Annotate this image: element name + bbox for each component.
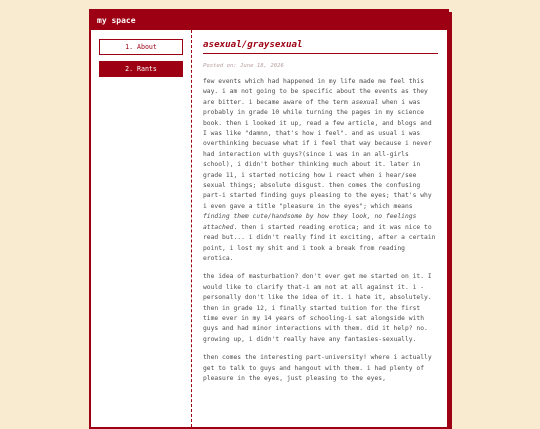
sidebar	[91, 30, 192, 427]
post-title: asexual/graysexual	[203, 39, 438, 54]
nav-rants-button[interactable]: 2. Rants	[99, 61, 183, 77]
post-paragraph-1	[203, 77, 438, 264]
p1-text-2: when i was probably in grade 10 while turning the pages in my science book. then i looked it up, read a few article, and blogs and I was like "damnn, that's how i feel". and as usual i was overthinking becuase what if i feel that way because i never had interaction with guys?(since i was in an all-girls school), i didn't bother thinking much about it. later in grade 11, i started noticing how i react when i hear/see sexual things; absolute disgust. then comes the confusing part-i started finding guys pleasing to the eyes; that's why i even gave a title "pleasure in the eyes"; which means	[203, 98, 432, 210]
window-title-bar	[91, 11, 447, 30]
post-date: Posted on: June 18, 2026	[203, 63, 284, 69]
app-window	[89, 9, 449, 429]
p1-emphasis-2: finding them cute/handsome by how they look, no feelings attached	[203, 213, 417, 231]
post-content	[192, 30, 447, 427]
p1-text-1: few events which had happened in my life made me feel this way. i am not going to be specific about the events as they are bitter. i became aware of the term	[203, 78, 428, 106]
window-content	[91, 30, 447, 427]
window-title: my space	[97, 16, 136, 25]
nav-about-button[interactable]: 1. About	[99, 39, 183, 55]
post-paragraph-2: the idea of masturbation? don't ever get me started on it. I would like to clarify that-i am not at all against it. i -personally don't like the idea of it. i hate it, absolutely. then in grade 12, i finally started tuition for the first time ever in my 14 years of schooling-i sat alongside with guys and had minor interactions with them. did it help? no. growing up, i didn't really have any fantasies-sexually.	[203, 273, 432, 343]
post-paragraph-3: then comes the interesting part-university! where i actually get to talk to guys and hangout with them. i had plenty of pleasure in the eyes, just pleasing to the eyes,	[203, 354, 432, 382]
p1-emphasis-1: asexual	[351, 98, 379, 106]
p1-text-3: . then i started reading erotica; and it was nice to read but... i didn't really find it exciting, after a certain point, i lost my shit and i took a break from reading erotica.	[203, 223, 436, 262]
